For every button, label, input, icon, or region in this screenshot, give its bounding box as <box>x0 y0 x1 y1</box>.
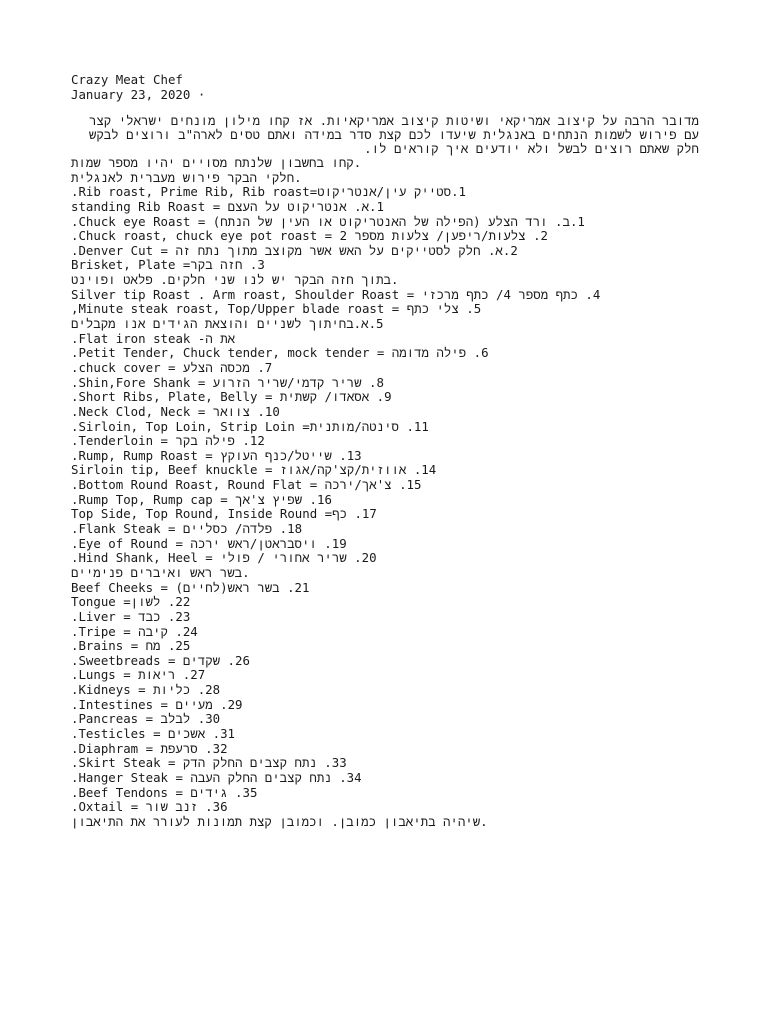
list-line: 31. אשכים = Testicles. <box>71 725 236 741</box>
list-line: 34. נתח קצבים החלק העבה = Hanger Steak. <box>71 769 362 785</box>
list-line: 19. ויסבראטן/ראש ירכה = Eye of Round. <box>71 535 347 551</box>
list-line: 2.א. חלק לסטייקים על האש אשר מקוצב מתוך נתח זה = Denver Cut. <box>71 242 518 258</box>
list-line: 1.א. אנטריקוט על העצם = standing Rib Roast <box>71 198 384 214</box>
list-line: את ה- Flat iron steak. <box>71 330 236 346</box>
list-line: 3. חזה בקר= Brisket, Plate <box>71 257 265 273</box>
list-line: 25. מח = Brains. <box>71 638 191 654</box>
list-line: 14. אווזית/קצ'קה/אגוז = Sirloin tip, Beef knuckle <box>71 462 437 478</box>
intro-paragraph: מדובר הרבה על קיצוב אמריקאי ושיטות קיצוב אמריקאיות. אז קחו מילון מונחים ישראלי קצר עם פירוש לשמות הנתחים באנגלית שיעדו לכם קצת סדר במידה ואתם טסים לארה"ב ורוצים לבקש חלק שאתם רוצים לבשל ולא יודעים איך קוראים לו. <box>88 113 699 156</box>
list-line: .בשר ראש ואיברים פנימיים <box>71 564 250 580</box>
list-line: 6. פילה מדומה = Petit Tender, Chuck tender, mock tender. <box>71 345 489 361</box>
list-line: 22. לשון= Tongue <box>71 594 191 610</box>
list-line: 8. שריר קדמי/שריר הזרוע = Shin,Fore Shank. <box>71 374 384 390</box>
list-line: 10. צוואר = Neck Clod, Neck. <box>71 403 280 419</box>
list-line: 32. סרעפת = Diaphram. <box>71 740 228 756</box>
list-line: 16. שפיץ צ'אך = Rump Top, Rump cap. <box>71 491 332 507</box>
post-body <box>71 114 699 829</box>
list-line: 9. אסאדו/ קשתית = Short Ribs, Plate, Belly. <box>71 389 392 405</box>
list-line: 33. נתח קצבים החלק הדק = Skirt Steak. <box>71 755 347 771</box>
list-line: 2. צלעות/ריפען/ צלעות מספר 2 = Chuck roast, chuck eye pot roast. <box>71 228 549 244</box>
list-line: 18. פלדה/ כסליים = Flank Steak. <box>71 521 303 537</box>
list-line: .חלקי הבקר פירוש מעברית לאנגלית <box>71 169 302 185</box>
list-line: 4. כתף מספר 4/ כתף מרכזי = Silver tip Roast . Arm roast, Shoulder Roast <box>71 286 601 302</box>
list-line: 27. ריאות = Lungs. <box>71 667 206 683</box>
list-line: 24. קיבה = Tripe. <box>71 623 198 639</box>
list-line: 15. צ'אך/ירכה = Bottom Round Roast, Round Flat. <box>71 477 422 493</box>
list-line: 21. בשר ראש(לחיים) = Beef Cheeks <box>71 579 310 595</box>
list-line: 5. צלי כתף = Minute steak roast, Top/Upper blade roast, <box>71 301 482 317</box>
author-name: Crazy Meat Chef <box>71 72 183 87</box>
list-line: .בתוך חזה הבקר יש לנו שני חלקים. פלאט ופוינט <box>71 272 399 288</box>
list-line: 12. פילה בקר = Tenderloin. <box>71 433 265 449</box>
list-line: 7. מכסה הצלע = chuck cover. <box>71 359 273 375</box>
post-header <box>71 72 205 102</box>
list-line: 17. כף= Top Side, Top Round, Inside Round <box>71 506 377 522</box>
list-line: 35. גידים = Beef Tendons. <box>71 784 258 800</box>
list-line: 13. שייטל/כנף העוקץ = Rump, Rump Roast. <box>71 447 362 463</box>
list-line: .שיהיה בתיאבון כמובן. וכמובן קצת תמונות לעורר את התיאבון <box>71 813 488 829</box>
list-line: 36. זנב שור = Oxtail. <box>71 799 228 815</box>
list-line: 20. שריר אחורי / פולי = Hind Shank, Heel. <box>71 550 377 566</box>
list-line: 5.א.בחיתוך לשניים והוצאת הגידים אנו מקבלים <box>71 316 384 332</box>
post-date: January 23, 2020 · <box>71 87 206 102</box>
list-line: 1.ב. ורד הצלע (הפילה של האנטריקוט או העין של הנתח) = Chuck eye Roast. <box>71 213 585 229</box>
list-line: 11. סינטה/מותנית= Sirloin, Top Loin, Strip Loin. <box>71 418 429 434</box>
list-line: 28. כליות = Kidneys. <box>71 682 221 698</box>
list-line: 23. כבד = Liver. <box>71 608 191 624</box>
list-line: .קחו בחשבון שלנתח מסויים יהיו מספר שמות <box>71 155 362 170</box>
list-line: 26. שקדים = Sweetbreads. <box>71 652 250 668</box>
cuts-list <box>71 156 699 829</box>
list-line: 1.סטייק עין/אנטריקוט=Rib roast, Prime Rib, Rib roast. <box>71 184 467 200</box>
list-line: 29. מעיים = Intestines. <box>71 696 243 712</box>
list-line: 30. לבלב = Pancreas. <box>71 711 221 727</box>
